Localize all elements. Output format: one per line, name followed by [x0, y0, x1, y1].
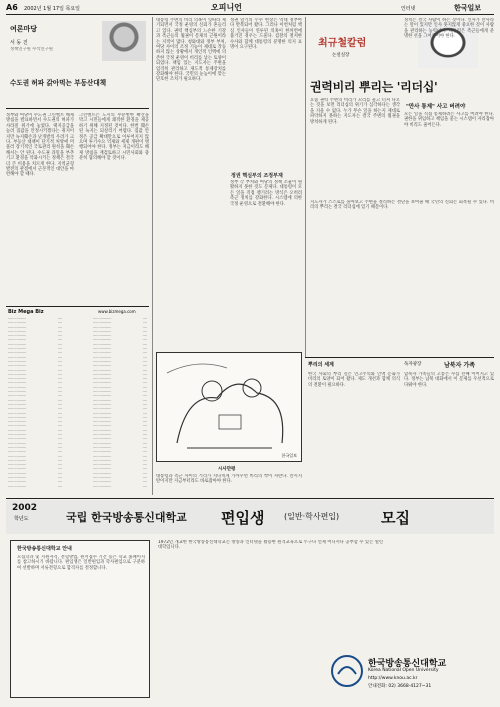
headline-text-2: 정치는 결국 사람이 하는 것이다. 인사가 만사라는 말이 있지만 인사 못지않게 중요한 것이 사람을 관리하는 능력이다. 대통령은 측근들에게 분명한 선을 그어주어야 한다.: [404, 18, 494, 40]
banner-year: 2002: [12, 503, 38, 513]
cartoon-label: 시사만평: [218, 467, 236, 472]
column-divider-2: [305, 17, 306, 357]
right-pullquote: "만사 통제" 사고 버려야: [406, 104, 466, 110]
paper-name: 한국일보: [454, 3, 482, 12]
issue-date: 2002년 1월 17일 목요일: [24, 6, 81, 12]
edition-label: 인터넷: [401, 6, 416, 12]
colleague-byline: 서 동 진: [10, 40, 28, 46]
ad-banner: [6, 500, 494, 534]
stock-box-title: Biz Mega Biz: [8, 309, 44, 315]
lower-piece-text: 한국 사회의 뿌리 깊은 연고주의와 인맥 문화가 비리의 토양이 되어 왔다. 제도 개선과 함께 의식의 전환이 필요하다.: [308, 372, 400, 388]
stock-box-site: www.bizmega.com: [98, 309, 136, 314]
university-emblem-icon: [330, 654, 364, 688]
section-title: 오피니언: [211, 2, 242, 12]
banner-university: 국립 한국방송통신대학교: [66, 511, 187, 524]
center-text-bottom: 대통령과 측근 사이의 거리가 지나치게 가까우면 비리의 싹이 자란다. 만시지탄이지만 지금부터라도 바로잡아야 한다.: [156, 474, 302, 485]
column-subtitle: 논설실장: [332, 53, 350, 58]
headline-text-1: 요즘 권력 주변의 비리가 꼬리를 물고 터져 나오는 것을 보면 리더십의 위기가 심각하다는 생각을 지울 수 없다. 누가 무슨 일을 하는지 제대로 파악하지 못하는 지도자는 결국 주변의 월권을 방치하게 된다.: [310, 98, 400, 125]
reader-text: 납북자 가족들의 고통은 수십 년째 이어지고 있다. 정부는 남북 대화에서 이 문제를 우선적으로 다뤄야 한다.: [404, 372, 494, 388]
column-divider-1: [152, 17, 153, 495]
page-number: A6: [6, 3, 18, 12]
center-text-mid: 정부 각 부처와 여당의 정책 조율이 원활하지 못한 것도 문제다. 대통령이 모든 일을 직접 챙기려는 방식은 오히려 측근 정치를 강화한다. 시스템에 의한 국정 운영으로 전환해야 한다.: [230, 180, 302, 207]
lower-divider: [305, 357, 494, 358]
banner-paren: (일반·학사편입): [284, 512, 340, 521]
colleague-title: 수도권 허파 갉아먹는 부동산대책: [10, 79, 107, 87]
banner-top-rule: [6, 498, 494, 499]
center-text-top: 대통령 주변의 비리 의혹이 잇따라 제기되면서 국정 운영의 신뢰가 흔들리고 있다. 권력 핵심부의 느슨한 기강과 측근들의 월권이 문제의 근원이라는 지적이 많다. 청와대와 정부 부처, 여당 사이의 조정 기능이 제대로 작동하지 않는 상황에서 개인적 인맥에 의존한 국정 운영이 비리를 낳는 토양이 되었다. 책임 있는 지도자는 주변을 엄격히 관리하고 제도적 통제장치를 강화해야 한다. 국민의 눈높이에 맞는 단호한 조치가 필요하다.: [156, 18, 226, 83]
essay-col-2: 그린벨트는 도시의 무분별한 확산을 막고 시민들에게 쾌적한 환경을 제공하기 위해 지정된 것이다. 한번 훼손된 녹지는 되살리기 어렵다. 집값 안정은 공급 확대만으로 이루어지지 않으며 투기수요 억제와 세제 개편이 병행되어야 한다. 정부는 지금이라도 해제 방침을 재검토하고 시민사회와 충분히 협의해야 할 것이다.: [79, 113, 149, 162]
colleague-tag: 여론마당: [10, 25, 38, 33]
university-logo: [330, 648, 490, 698]
info-box-title: 한국방송통신대학교 안내: [17, 546, 72, 552]
masthead-rule: [6, 14, 494, 15]
lower-piece-label: 뿌리의 세계: [308, 362, 334, 368]
column-title: 최규철칼럼: [318, 38, 367, 49]
info-box-text: 모집학과 및 지원자격, 전형방법, 원서접수 기간 등은 학교 홈페이지를 참고하시기 바랍니다. 편입생은 일반편입과 학사편입으로 구분하여 선발하며 서류전형으로 합격자를 결정합니다.: [17, 555, 145, 571]
colleague-meta: 정책연구원 수석연구원: [10, 47, 53, 52]
info-box: [10, 540, 150, 698]
logo-website[interactable]: http://www.knou.ac.kr: [368, 676, 418, 681]
banner-title: 편입생: [221, 509, 265, 527]
stock-box-rule: [6, 306, 149, 307]
logo-phone: 안내전화: 02) 3668-4127~31: [368, 684, 432, 689]
essay-col-1: 정부와 여당이 수도권 그린벨트 해제 방침을 발표하면서 수도권의 허파가 사라질 위기에 놓였다. 택지공급을 늘려 집값을 안정시키겠다는 취지이지만 녹지훼손과 난개발의 우려가 크다. 부동산 대책이 단기적 처방에 머물러 장기적인 국토관리 원칙을 훼손해서는 안 된다. 수도권 과밀을 부추기고 환경을 악화시키는 정책은 결국 더 큰 비용을 치르게 한다. 지역균형발전의 관점에서 근본적인 대안을 마련해야 할 때다.: [6, 113, 74, 178]
editorial-cartoon: [156, 352, 302, 462]
main-headline: 권력비리 뿌리는 '리더십': [310, 80, 438, 94]
headline-text-3: 지도자가 스스로를 돌아보고 주변을 정리하는 결단을 보여줄 때 국민의 신뢰는 회복될 수 있다. 비리의 뿌리는 결국 리더십에 있기 때문이다.: [310, 200, 494, 211]
subhead: 정권 핵심부의 조정부재: [231, 173, 283, 179]
author-photo: [102, 21, 146, 61]
masthead: [6, 2, 494, 14]
banner-year-sub: 학년도: [14, 516, 29, 522]
center-text-top-2: 정권 말기의 누수 현상은 역대 정부마다 반복되어 왔다. 그러나 이번처럼 핵심 인사들이 연루된 의혹이 한꺼번에 불거진 경우는 드물다. 검찰의 철저한 수사와 함께 대통령의 분명한 의지 표명이 요구된다.: [230, 18, 302, 51]
reader-title: 남북자 가족: [444, 362, 476, 369]
colleague-box: [6, 17, 149, 109]
stock-table: ················· ···· ················· ···· ················· ···· ················· ···· ················· ···· ················· ···· ················· ···· ················· ···· ················· ···· ················· ···· ················· ···· ················· ···· ················· ···· ················· ···· ················· ···· ················· ···· ················· ···· ················· ···· ················· ···· ················· ···· ················· ···· ················· ···· ················· ···· ················· ···· ················· ···· ················· ···· ················· ···· ················· ···· ················· ···· ················· ···· ················· ···· ················· ···· ················· ···· ················· ···· ················· ···· ················· ···· ················· ···· ················· ···· ················· ···· ················· ···· ················· ···· ················· ···· ················· ···· ················· ···· ················· ···· ················· ···· ················· ···· ················· ···· ················· ···· ················· ···· ················· ···· ················· ···· ················· ···· ················· ···· ················· ···· ················· ···· ················· ···· ················· ···· ················· ···· ················· ···· ················· ···· ················· ···· ················· ···· ················· ···· ················· ···· ················· ···· ················· ···· ················· ···· ················· ···· ················· ···· ················· ···· ················· ···· ················· ···· ················· ···· ················· ···· ················· ···· ················· ···· ················· ···· ················· ···· ················· ····: [8, 317, 147, 489]
cartoon-drawing: [157, 353, 301, 461]
banner-body-text: 1972년 개교한 한국방송통신대학교는 방송과 인터넷을 활용한 원격교육으로 누구나 언제 어디서나 공부할 수 있는 열린 대학입니다.: [158, 540, 383, 551]
stock-box: [6, 308, 149, 493]
logo-english: Korea National Open University: [368, 668, 439, 673]
lower-piece: [308, 360, 401, 495]
banner-action: 모집: [381, 509, 410, 527]
reader-column: [404, 360, 494, 495]
cartoon-caption: 한국일보: [281, 453, 297, 458]
right-text: 모든 일을 직접 통제하려는 사고를 버려야 한다. 권한을 위임하고 책임을 묻는 시스템이 자리잡아야 비리도 줄어든다.: [404, 112, 494, 128]
logo-korean: 한국방송통신대학교: [368, 659, 447, 669]
reader-label: 독자광장: [404, 362, 422, 367]
